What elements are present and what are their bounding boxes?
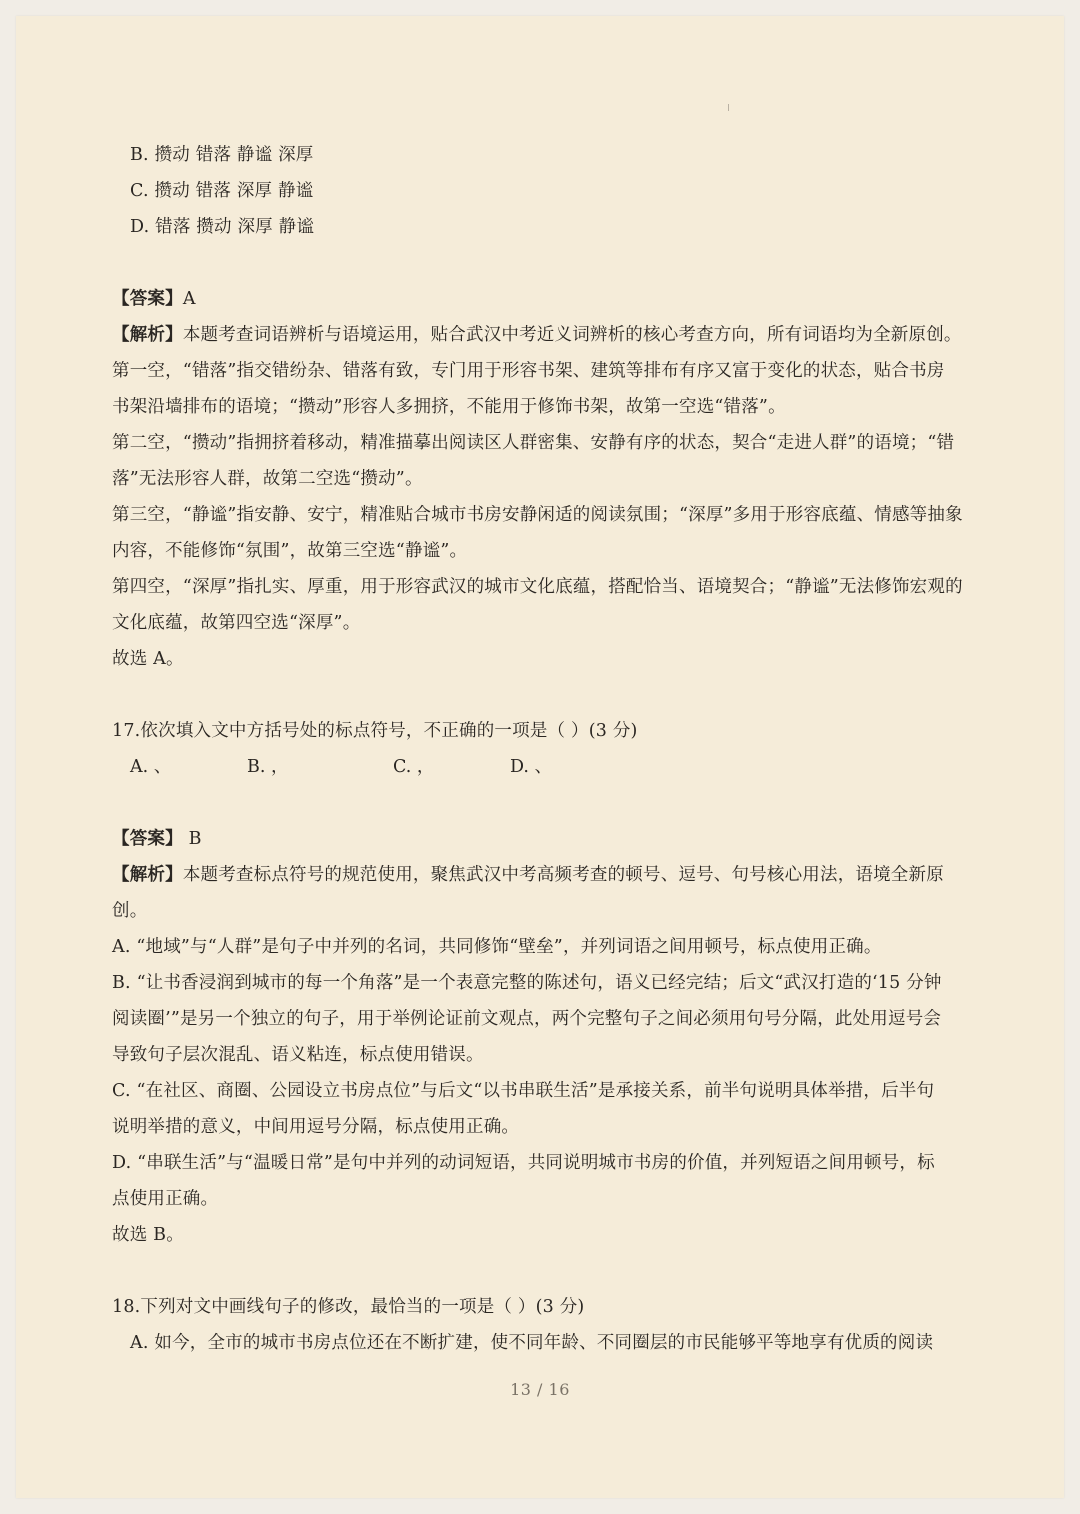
q17-analysis-line-9: D. “串联生活”与“温暖日常”是句中并列的动词短语，共同说明城市书房的价值，并列短语之间用顿号，标 [112,1153,935,1173]
q17-analysis-line-1 [112,863,944,887]
q16-conclusion: 故选 A。 [112,649,184,669]
q17-analysis-line-4: B. “让书香浸润到城市的每一个角落”是一个表意完整的陈述句，语义已经完结；后文“武汉打造的‘15 分钟 [112,973,942,993]
q16-option-c: C. 攒动 错落 深厚 静谧 [130,181,314,201]
analysis-text: 本题考查标点符号的规范使用，聚焦武汉中考高频考查的顿号、逗号、句号核心用法，语境全新原 [182,865,944,885]
q16-option-b: B. 攒动 错落 静谧 深厚 [130,145,314,165]
analysis-text: 本题考查词语辨析与语境运用，贴合武汉中考近义词辨析的核心考查方向，所有词语均为全新原创。 [182,325,962,345]
q17-option-d: D. 、 [510,757,553,777]
q17-analysis-line-2: 创。 [112,901,148,921]
q16-answer [112,287,196,311]
answer-value: A [182,289,196,309]
q17-option-c: C. ， [393,757,435,777]
q16-analysis-line-5: 落”无法形容人群，故第二空选“攒动”。 [112,469,423,489]
analysis-label: 【解析】 [112,325,183,345]
q16-analysis-line-1 [112,323,962,347]
q16-analysis-line-8: 第四空，“深厚”指扎实、厚重，用于形容武汉的城市文化底蕴，搭配恰当、语境契合；“静谧”无法修饰宏观的 [112,577,963,597]
q16-analysis-line-9: 文化底蕴，故第四空选“深厚”。 [112,613,361,633]
q17-option-b: B. ， [247,757,289,777]
scan-mark [728,104,729,111]
q18-option-a: A. 如今，全市的城市书房点位还在不断扩建，使不同年龄、不同圈层的市民能够平等地享有优质的阅读 [130,1333,934,1353]
q16-analysis-line-4: 第二空，“攒动”指拥挤着移动，精准描摹出阅读区人群密集、安静有序的状态，契合“走进人群”的语境；“错 [112,433,955,453]
answer-label: 【答案】 [112,289,183,309]
q16-analysis-line-7: 内容，不能修饰“氛围”，故第三空选“静谧”。 [112,541,468,561]
q16-option-d: D. 错落 攒动 深厚 静谧 [130,217,315,237]
answer-label: 【答案】 [112,829,183,849]
analysis-label: 【解析】 [112,865,183,885]
q17-analysis-line-7: C. “在社区、商圈、公园设立书房点位”与后文“以书串联生活”是承接关系，前半句说明具体举措，后半句 [112,1081,935,1101]
q17-conclusion: 故选 B。 [112,1225,184,1245]
q18-question: 18.下列对文中画线句子的修改，最恰当的一项是（ ）(3 分) [112,1297,585,1317]
q17-answer [112,827,202,851]
answer-value: B [182,829,202,849]
page-number: 13 / 16 [510,1380,570,1399]
q16-analysis-line-2: 第一空，“错落”指交错纷杂、错落有致，专门用于形容书架、建筑等排布有序又富于变化的状态，贴合书房 [112,361,945,381]
q17-question: 17.依次填入文中方括号处的标点符号，不正确的一项是（ ）(3 分) [112,721,638,741]
q17-analysis-line-5: 阅读圈’”是另一个独立的句子，用于举例论证前文观点，两个完整句子之间必须用句号分隔，此处用逗号会 [112,1009,942,1029]
q17-analysis-line-8: 说明举措的意义，中间用逗号分隔，标点使用正确。 [112,1117,520,1137]
q16-analysis-line-3: 书架沿墙排布的语境；“攒动”形容人多拥挤，不能用于修饰书架，故第一空选“错落”。 [112,397,786,417]
q17-option-a: A. 、 [130,757,172,777]
q16-analysis-line-6: 第三空，“静谧”指安静、安宁，精准贴合城市书房安静闲适的阅读氛围；“深厚”多用于形容底蕴、情感等抽象 [112,505,963,525]
q17-analysis-line-10: 点使用正确。 [112,1189,219,1209]
q17-analysis-line-3: A. “地域”与“人群”是句子中并列的名词，共同修饰“壁垒”，并列词语之间用顿号，标点使用正确。 [112,937,882,957]
q17-analysis-line-6: 导致句子层次混乱、语义粘连，标点使用错误。 [112,1045,484,1065]
